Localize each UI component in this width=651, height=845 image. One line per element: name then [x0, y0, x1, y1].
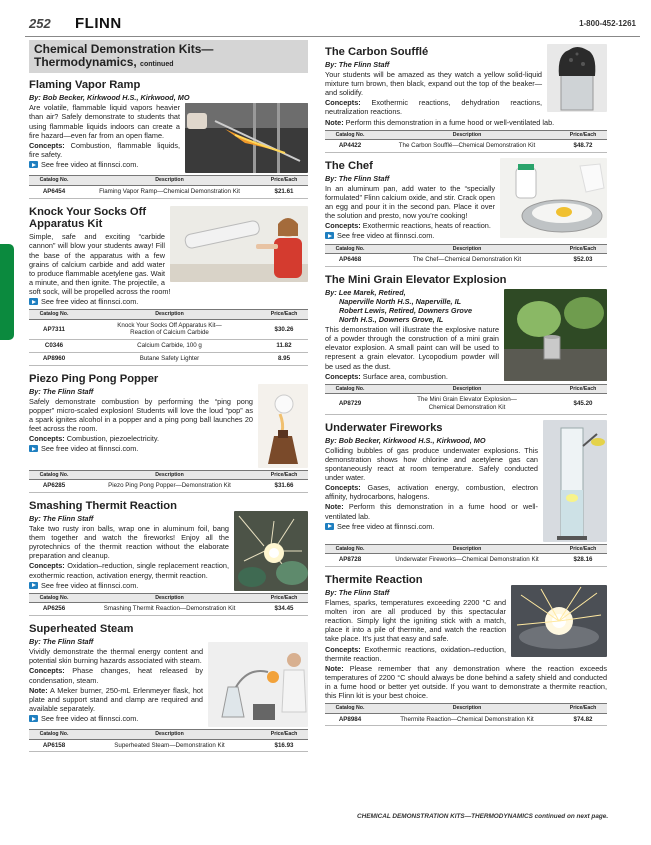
product-author: By: The Flinn Staff [29, 637, 94, 647]
table-row: AP4422 The Carbon Soufflé—Chemical Demonstration Kit $48.72 [325, 140, 607, 153]
product-description: Are volatile, flammable liquid vapors heavier than air? Safely demonstrate to students that using flammable liquids indoors can create a fire hazard—even far from an open flame. [29, 103, 180, 140]
flaming-ramp-photo [185, 103, 308, 173]
section-tab [0, 244, 14, 340]
product-description: Vividly demonstrate the thermal energy content and potential skin burning hazards associated with steam. [29, 647, 203, 666]
video-link[interactable]: See free video at flinnsci.com. [29, 444, 253, 453]
play-video-icon [29, 161, 38, 168]
product-author: By: Bob Becker, Kirkwood H.S., Kirkwood, MO [325, 435, 486, 445]
product-description: Flames, sparks, temperatures exceeding 2200 °C and molten iron are all produced by this spectacular reaction. Simply light the igniting stick with a match, place it into a pile of thermite, and watch the reaction take place. It’s just that easy and safe. [325, 597, 506, 644]
product-concepts: Phase changes, heat released by condensation, steam. [29, 666, 203, 685]
product-author: By: The Flinn Staff [325, 59, 390, 69]
banner-title: Chemical Demonstration Kits—Thermodynamics, continued [34, 42, 214, 70]
table-row: C0346 Calcium Carbide, 100 g 11.82 [29, 340, 308, 353]
table-row: AP8984 Thermite Reaction—Chemical Demonstration Kit $74.82 [325, 713, 607, 726]
table-row: AP6468 The Chef—Chemical Demonstration Kit $52.03 [325, 254, 607, 267]
catalog-table: Catalog No. Description Price/Each AP6256 Smashing Thermit Reaction—Demonstration Kit $34.45 [29, 593, 308, 616]
socks-cannon-photo [170, 206, 308, 282]
page-number: 252 [29, 16, 51, 31]
catalog-table: Catalog No. Description Price/Each AP6454 Flaming Vapor Ramp—Chemical Demonstration Kit $21.61 [29, 175, 308, 198]
product-thermite-reaction: Thermite Reaction By: The Flinn Staff Flames, sparks, temperatures exceeding 2200 °C and molten iron are all produced by this spectacular reaction. Simply light the igniting stick with a match, place it into a pile of thermite, and watch the reaction take place. It’s just that easy and safe. Concepts: Exothermic reactions, oxidation–reduction, thermite reaction. Note: Please remember that any demonstration where the reaction exceeds temperatures of 2200 °C should always be done behind a safety shield and conducted in a fume hood or better yet outside. If you want to demonstrate a thermite reaction, this Flinn kit is your best choice. Catalog No. Description Price/Each AP8984 Thermite Reaction—Chemical Demonstration Kit $74.82 [325, 574, 607, 726]
product-description: Simple, safe and exciting “carbide cannon” will blow your students away! Fill the base of the apparatus with a few grains of calcium carbide and add water to produce flammable acetylene gas. Wait a minute, and then ignite. The projectile, a soft sock, will be propelled across the room! [29, 232, 171, 297]
header-rule [25, 36, 640, 37]
continued-footer: CHEMICAL DEMONSTRATION KITS—THERMODYNAMICS continued on next page. [357, 813, 609, 820]
product-mini-grain-elevator-explosion: The Mini Grain Elevator Explosion By: Lee Marek, Retired, Naperville North H.S., Naperville, IL Robert Lewis, Retired, Downers Grove North H.S., Downers Grove, IL This demonstration will illustrate the explosive nature of a powder through the construction of a mini grain elevator explosion. A small paint can will be used to represent a grain elevator. Lycopodium powder will be used as the dust. Concepts: Surface area, combustion. Catalog No. Description Price/Each AP8729 The Mini Grain Elevator Explosion— Chemical Demonstration Kit $45.20 [325, 274, 607, 415]
video-link[interactable]: See free video at flinnsci.com. [325, 231, 495, 240]
play-video-icon [29, 582, 38, 589]
product-concepts: Exothermic reactions, oxidation–reduction, thermite reaction. [325, 644, 506, 663]
product-description: This demonstration will illustrate the explosive nature of a powder through the construction of a mini grain elevator explosion. A small paint can will be used to represent a grain elevator. Lycopodium powder will be used as the dust. [325, 325, 499, 371]
video-link[interactable]: See free video at flinnsci.com. [29, 160, 180, 169]
section-banner [29, 40, 308, 73]
product-title: Superheated Steam [29, 623, 134, 636]
table-row: AP7311 Knock Your Socks Off Apparatus Kit— Reaction of Calcium Carbide $30.26 [29, 319, 308, 340]
thermit-balls-photo [234, 511, 308, 591]
product-note: Perform this demonstration in a fume hood or well-ventilated lab. [343, 117, 555, 127]
product-concepts: Gases, activation energy, combustion, electron affinity, hydrocarbons, halogens. [325, 483, 538, 502]
product-author: By: The Flinn Staff [325, 587, 390, 597]
video-link[interactable]: See free video at flinnsci.com. [325, 522, 538, 531]
catalog-table: Catalog No. Description Price/Each AP8729 The Mini Grain Elevator Explosion— Chemical Demonstration Kit $45.20 [325, 384, 607, 415]
product-smashing-thermit-reaction: Smashing Thermit Reaction By: The Flinn Staff Take two rusty iron balls, wrap one in aluminum foil, bang them together and watch the fireworks! Enjoy all the pyrotechnics of the thermit reaction without the elaborate preparation and cleanup. Concepts: Oxidation–reduction, single replacement reaction, exothermic reaction, activation energy, thermit reaction. See free video at flinnsci.com. Catalog No. Description Price/Each AP6256 Smashing Thermit Reaction—Demonstration Kit $34.45 [29, 500, 308, 616]
product-note: Perform this demonstration in a fume hood or well-ventilated lab. [325, 502, 538, 521]
video-link[interactable]: See free video at flinnsci.com. [29, 581, 229, 590]
catalog-table: Catalog No. Description Price/Each AP6468 The Chef—Chemical Demonstration Kit $52.03 [325, 244, 607, 267]
product-piezo-ping-pong-popper: Piezo Ping Pong Popper By: The Flinn Staff Safely demonstrate combustion by performing the “ping pong popper” micro-scaled explosion! Students will love the loud “pop” as a spark ignites alcohol in a popper and a ping pong ball launches 20 feet across the room. Concepts: Combustion, piezoelectricity. See free video at flinnsci.com. Catalog No. Description Price/Each AP6285 Piezo Ping Pong Popper—Demonstration Kit $31.66 [29, 373, 308, 493]
product-description: Take two rusty iron balls, wrap one in aluminum foil, bang them together and watch the fireworks! Enjoy all the pyrotechnics of the thermit reaction without the elaborate preparation and cleanup. [29, 523, 229, 561]
table-row: AP6256 Smashing Thermit Reaction—Demonstration Kit $34.45 [29, 603, 308, 616]
table-row: AP8960 Butane Safety Lighter 8.95 [29, 352, 308, 365]
table-row: AP8728 Underwater Fireworks—Chemical Demonstration Kit $28.16 [325, 554, 607, 567]
left-column [29, 40, 308, 759]
grain-elevator-photo [504, 289, 607, 381]
product-description: Safely demonstrate combustion by performing the “ping pong popper” micro-scaled explosion! Students will love the loud “pop” as a spark ignites alcohol in a popper and a ping pong ball launches 20 feet across the room. [29, 396, 253, 434]
catalog-table: Catalog No. Description Price/Each AP6158 Superheated Steam—Demonstration Kit $16.93 [29, 729, 308, 752]
play-video-icon [29, 298, 38, 305]
product-the-chef: The Chef By: The Flinn Staff In an aluminum pan, add water to the “specially formulated” Flinn calcium oxide, and stir. Crack open an egg and pour it in the second pan. Place it over the solution and presto, now you’re cooking! Concepts: Exothermic reactions, heats of reaction. See free video at flinnsci.com. Catalog No. Description Price/Each AP6468 The Chef—Chemical Demonstration Kit $52.03 [325, 160, 607, 267]
product-carbon-souffle: The Carbon Soufflé By: The Flinn Staff Your students will be amazed as they watch a yellow solid-liquid mixture turn brown, then black, expand out the top of the beaker—and solidify. Concepts: Exothermic reactions, dehydration reactions, neutralization reactions. Note: Perform this demonstration in a fume hood or well-ventilated lab. Catalog No. Description Price/Each AP4422 The Carbon Soufflé—Chemical Demonstration Kit $48.72 [325, 46, 607, 153]
brand-logo: FLINN [75, 15, 122, 32]
product-author: By: Bob Becker, Kirkwood H.S., Kirkwood, MO [29, 93, 190, 103]
product-concepts: Combustion, flammable liquids, fire safety. [29, 140, 180, 159]
product-title: Flaming Vapor Ramp [29, 79, 141, 92]
product-concepts: Exothermic reactions, dehydration reactions, neutralization reactions. [325, 98, 542, 117]
catalog-table: Catalog No. Description Price/Each AP7311 Knock Your Socks Off Apparatus Kit— Reaction of Calcium Carbide $30.26 C0346 Calcium Carbide, 100 g 11.82 AP8960 Butane Safety Lighter 8.95 [29, 309, 308, 366]
product-title: The Mini Grain Elevator Explosion [325, 273, 507, 286]
product-author: By: Lee Marek, Retired, Naperville North H.S., Naperville, IL Robert Lewis, Retired, Downers Grove North H.S., Downers Grove, IL [325, 287, 472, 324]
product-author: By: The Flinn Staff [325, 173, 390, 183]
thermite-sparks-photo [511, 585, 607, 657]
catalog-table: Catalog No. Description Price/Each AP4422 The Carbon Soufflé—Chemical Demonstration Kit $48.72 [325, 130, 607, 153]
product-author: By: The Flinn Staff [29, 513, 94, 523]
catalog-table: Catalog No. Description Price/Each AP8728 Underwater Fireworks—Chemical Demonstration Kit $28.16 [325, 544, 607, 567]
play-video-icon [29, 445, 38, 452]
product-title: The Carbon Soufflé [325, 46, 429, 58]
video-link[interactable]: See free video at flinnsci.com. [29, 297, 308, 306]
table-row: AP8729 The Mini Grain Elevator Explosion— Chemical Demonstration Kit $45.20 [325, 394, 607, 415]
product-concepts: Surface area, combustion. [360, 371, 448, 381]
product-title: The Chef [325, 159, 373, 172]
page-header [25, 14, 640, 34]
catalog-table: Catalog No. Description Price/Each AP6285 Piezo Ping Pong Popper—Demonstration Kit $31.66 [29, 470, 308, 493]
product-title: Knock Your Socks Off Apparatus Kit [29, 205, 147, 231]
right-column [325, 46, 607, 733]
product-superheated-steam: Superheated Steam By: The Flinn Staff Vividly demonstrate the thermal energy content and potential skin burning hazards associated with steam. Concepts: Phase changes, heat released by condensation, steam. Note: A Meker burner, 250-mL Erlenmeyer flask, hot plate and support stand and clamp are required and available separately. See free video at flinnsci.com. Catalog No. Description Price/Each AP6158 Superheated Steam—Demonstration Kit $16.93 [29, 623, 308, 752]
product-title: Underwater Fireworks [325, 421, 443, 434]
product-note: A Meker burner, 250-mL Erlenmeyer flask, hot plate and support stand and clamp are required and available separately. [29, 685, 203, 713]
product-description: Colliding bubbles of gas produce underwater explosions. This demonstration shows how chlorine and acetylene gas can spontaneously react at room temperature. Safely conducted under water. [325, 445, 538, 483]
underwater-fireworks-photo [543, 420, 607, 542]
chef-pan-photo [500, 158, 607, 238]
product-knock-your-socks-off [29, 206, 308, 366]
product-concepts: Oxidation–reduction, single replacement reaction, exothermic reaction, activation energy, thermit reaction. [29, 561, 229, 580]
catalog-table: Catalog No. Description Price/Each AP8984 Thermite Reaction—Chemical Demonstration Kit $74.82 [325, 703, 607, 726]
steam-apparatus-photo [208, 642, 308, 727]
product-flaming-vapor-ramp: Flaming Vapor Ramp By: Bob Becker, Kirkwood H.S., Kirkwood, MO Are volatile, flammable liquid vapors heavier than air? Safely demonstrate to students that using flammable liquids indoors can create a fire hazard—even far from an open flame. Concepts: Combustion, flammable liquids, fire safety. See free video at flinnsci.com. Catalog No. Description Price/Each AP6454 Flaming Vapor Ramp—Chemical Demonstration Kit $21.61 [29, 79, 308, 198]
ping-pong-popper-photo [258, 384, 308, 468]
product-concepts: Combustion, piezoelectricity. [64, 434, 160, 444]
play-video-icon [29, 715, 38, 722]
product-author: By: The Flinn Staff [29, 386, 94, 396]
play-video-icon [325, 523, 334, 530]
product-concepts: Exothermic reactions, heats of reaction. [360, 221, 491, 231]
play-video-icon [325, 232, 334, 239]
carbon-souffle-photo [547, 44, 607, 112]
product-title: Thermite Reaction [325, 574, 423, 586]
product-description: Your students will be amazed as they watch a yellow solid-liquid mixture turn brown, then black, expand out the top of the beaker—and solidify. [325, 69, 542, 98]
product-underwater-fireworks: Underwater Fireworks By: Bob Becker, Kirkwood H.S., Kirkwood, MO Colliding bubbles of gas produce underwater explosions. This demonstration shows how chlorine and acetylene gas can spontaneously react at room temperature. Safely conducted under water. Concepts: Gases, activation energy, combustion, electron affinity, hydrocarbons, halogens. Note: Perform this demonstration in a fume hood or well-ventilated lab. See free video at flinnsci.com. Catalog No. Description Price/Each AP8728 Underwater Fireworks—Chemical Demonstration Kit $28.16 [325, 422, 607, 567]
video-link[interactable]: See free video at flinnsci.com. [29, 714, 203, 723]
product-title: Smashing Thermit Reaction [29, 499, 177, 512]
phone-number: 1-800-452-1261 [579, 19, 636, 28]
product-note: Please remember that any demonstration where the reaction exceeds temperatures of 2200 °C should always be done behind a safety shield and conducted in a fume hood or better yet outside. If you want to demonstrate a thermite reaction, this Flinn kit is your best choice. [325, 663, 607, 701]
table-row: AP6454 Flaming Vapor Ramp—Chemical Demonstration Kit $21.61 [29, 185, 308, 198]
product-title: Piezo Ping Pong Popper [29, 372, 159, 385]
table-row: AP6158 Superheated Steam—Demonstration Kit $16.93 [29, 739, 308, 752]
table-row: AP6285 Piezo Ping Pong Popper—Demonstration Kit $31.66 [29, 480, 308, 493]
product-description: In an aluminum pan, add water to the “specially formulated” Flinn calcium oxide, and stir. Crack open an egg and pour it in the second pan. Place it over the solution and presto, now you’re cooking! [325, 183, 495, 221]
